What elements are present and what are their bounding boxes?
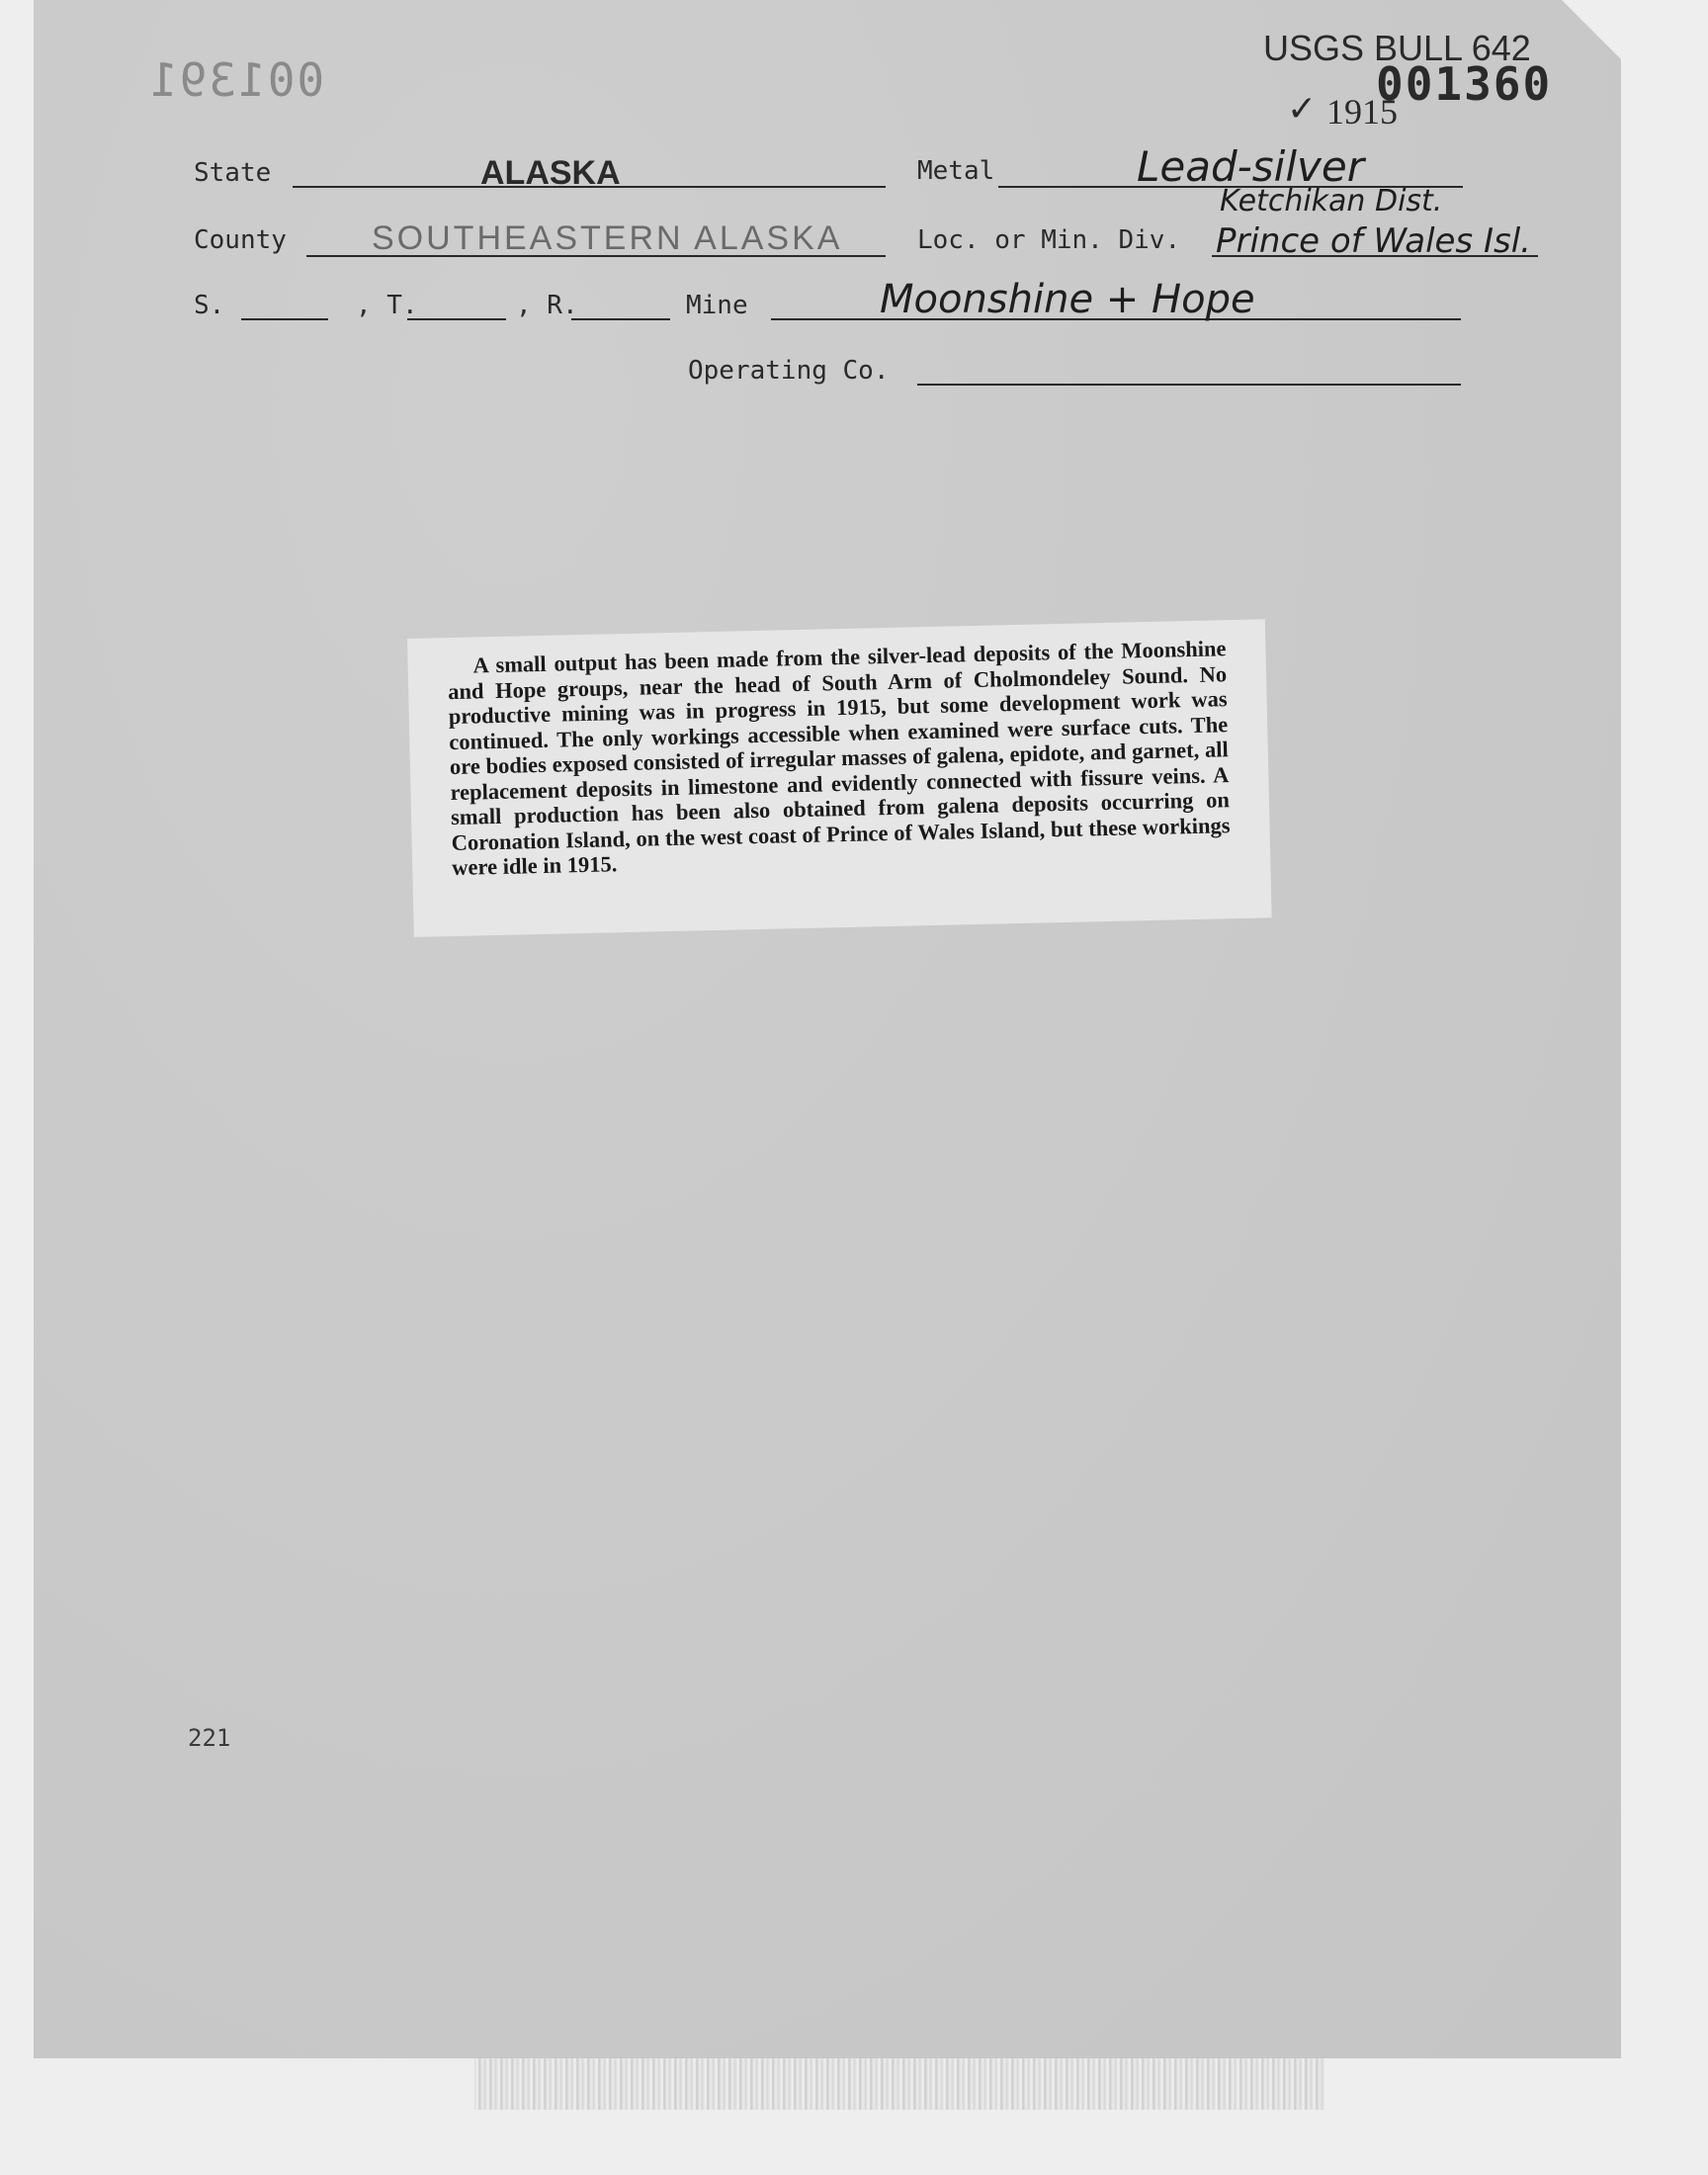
stamp-number: 001360 <box>1376 57 1553 111</box>
township-label: , T. <box>356 291 418 320</box>
district-note: Ketchikan Dist. <box>1220 184 1443 218</box>
operating-company-field-line <box>917 384 1461 386</box>
mine-label: Mine <box>686 291 748 320</box>
location-label: Loc. or Min. Div. <box>917 225 1181 255</box>
mirrored-stamp-number: 001391 <box>148 53 325 107</box>
scan-artifact-strip <box>474 2058 1324 2110</box>
state-label: State <box>194 158 272 188</box>
operating-company-label: Operating Co. <box>688 356 890 386</box>
section-field-line <box>241 318 328 320</box>
year-note: 1915 <box>1326 92 1398 131</box>
metal-value: Lead-silver <box>1137 142 1364 191</box>
clipping-paragraph: A small output has been made from the silver-lead deposits of the Moonshine and Hope groups, near the head of South Arm of Cholmondeley Sound. No productive mining was in progress in 1915, but some development work was continued. The only workings accessible when examined were surface cuts. The ore bodies exposed consisted of irregular masses of galena, epidote, and garnet, all replacement deposits in limestone and evidently connected with fissure veins. A small production has been also obtained from galena deposits occurring on Coronation Island, on the west coast of Prince of Wales Island, but these workings were idle in 1915. <box>447 636 1231 881</box>
range-label: , R. <box>516 291 578 320</box>
township-field-line <box>407 318 506 320</box>
folded-corner <box>1562 0 1621 59</box>
section-label: S. <box>194 291 225 320</box>
range-field-line <box>571 318 670 320</box>
pasted-text-clipping <box>407 619 1272 937</box>
state-value: ALASKA <box>480 154 621 192</box>
check-mark-icon: ✓ <box>1287 89 1318 130</box>
document-sheet <box>34 0 1621 2058</box>
bulletin-reference: USGS BULL 642 <box>1263 28 1531 68</box>
county-value: SOUTHEASTERN ALASKA <box>372 219 843 257</box>
location-value: Prince of Wales Isl. <box>1216 221 1531 261</box>
page-number: 221 <box>188 1724 231 1752</box>
metal-label: Metal <box>917 156 995 186</box>
mine-value: Moonshine + Hope <box>880 277 1255 322</box>
county-label: County <box>194 225 287 255</box>
